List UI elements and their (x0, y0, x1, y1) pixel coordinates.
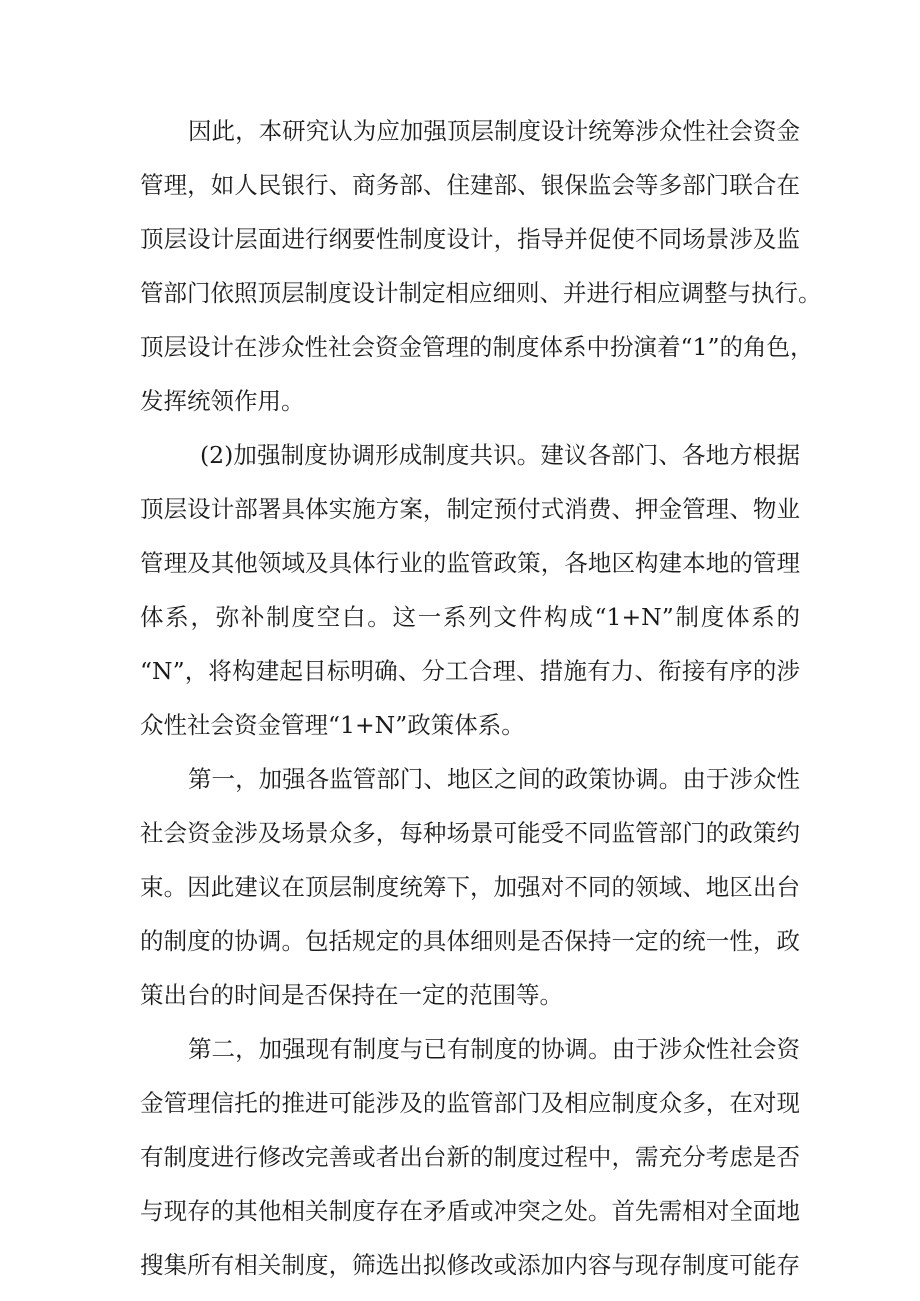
text-line: 管部门依照顶层制度设计制定相应细则、并进行相应调整与执行。 (140, 279, 822, 307)
text-line: 发挥统领作用。 (140, 387, 305, 415)
text-line: 有制度进行修改完善或者出台新的制度过程中，需充分考虑是否 (140, 1143, 800, 1171)
paragraph-second-point (140, 1022, 800, 1292)
text-line: “N”，将构建起目标明确、分工合理、措施有力、衔接有序的涉 (140, 657, 800, 685)
text-line: 众性社会资金管理“1+N”政策体系。 (140, 711, 525, 739)
text-line: 因此，本研究认为应加强顶层制度设计统筹涉众性社会资金 (188, 117, 800, 145)
text-line: 与现存的其他相关制度存在矛盾或冲突之处。首先需相对全面地 (140, 1197, 800, 1225)
text-line: 体系，弥补制度空白。这一系列文件构成“1+N”制度体系的 (140, 603, 800, 631)
text-line: 第一，加强各监管部门、地区之间的政策协调。由于涉众性 (188, 765, 800, 793)
text-line: (2)加强制度协调形成制度共识。建议各部门、各地方根据 (200, 441, 800, 469)
text-line: 搜集所有相关制度，筛选出拟修改或添加内容与现存制度可能存 (140, 1251, 800, 1279)
paragraph-system-coordination (140, 428, 800, 752)
text-line: 策出台的时间是否保持在一定的范围等。 (140, 981, 563, 1009)
text-line: 管理，如人民银行、商务部、住建部、银保监会等多部门联合在 (140, 171, 800, 199)
text-line: 金管理信托的推进可能涉及的监管部门及相应制度众多，在对现 (140, 1089, 800, 1117)
text-line: 顶层设计在涉众性社会资金管理的制度体系中扮演着“1”的角色， (140, 333, 814, 361)
paragraph-top-level-design (140, 104, 822, 428)
text-line: 顶层设计部署具体实施方案，制定预付式消费、押金管理、物业 (140, 495, 800, 523)
document-body (140, 104, 822, 1292)
text-line: 社会资金涉及场景众多，每种场景可能受不同监管部门的政策约 (140, 819, 800, 847)
text-line: 束。因此建议在顶层制度统筹下，加强对不同的领域、地区出台 (140, 873, 800, 901)
text-line: 管理及其他领域及具体行业的监管政策，各地区构建本地的管理 (140, 549, 800, 577)
text-line: 的制度的协调。包括规定的具体细则是否保持一定的统一性，政 (140, 927, 800, 955)
text-line: 第二，加强现有制度与已有制度的协调。由于涉众性社会资 (188, 1035, 800, 1063)
paragraph-first-point (140, 752, 800, 1022)
text-line: 顶层设计层面进行纲要性制度设计，指导并促使不同场景涉及监 (140, 225, 800, 253)
